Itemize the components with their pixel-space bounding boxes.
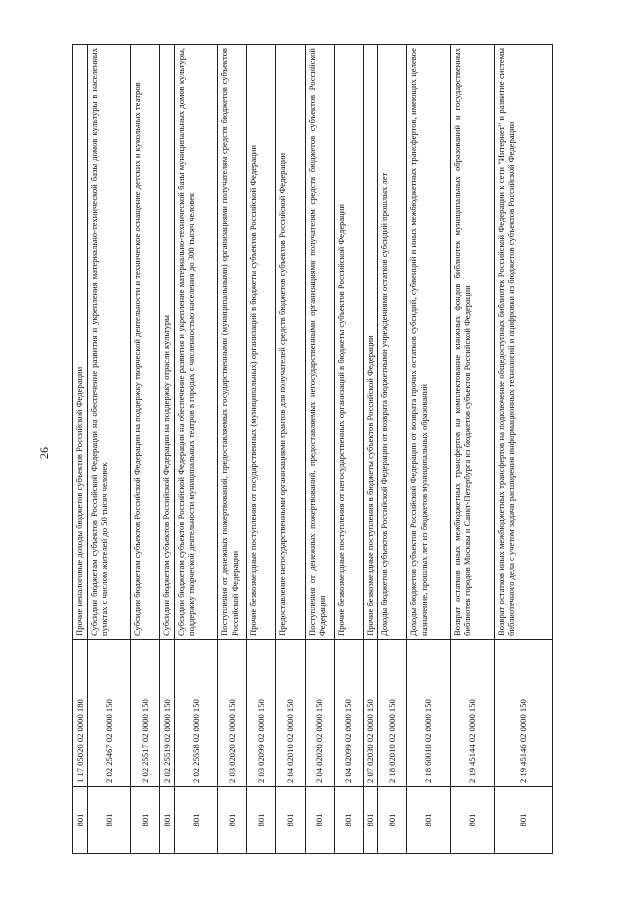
table-row — [363, 45, 378, 854]
table-row — [494, 45, 552, 854]
table-row — [174, 45, 218, 854]
revenue-code-cell: 2 19 45146 02 0000 150 — [494, 640, 552, 787]
admin-code-cell: 801 — [218, 787, 247, 854]
table-row — [378, 45, 407, 854]
revenue-code-cell: 2 02 25519 02 0000 150 — [160, 640, 175, 787]
admin-code-cell: 801 — [407, 787, 451, 854]
revenue-code-cell: 2 03 02020 02 0000 150 — [218, 640, 247, 787]
revenue-code-cell: 2 02 25558 02 0000 150 — [174, 640, 218, 787]
revenue-code-cell: 2 04 02099 02 0000 150 — [334, 640, 363, 787]
admin-code-cell: 801 — [160, 787, 175, 854]
table-row — [276, 45, 305, 854]
admin-code-cell: 801 — [378, 787, 407, 854]
revenue-name-cell: Поступления от денежных пожертвований, предоставляемых негосударственными организациями получателям средств бюджетов субъектов Российской Федерации — [305, 45, 334, 640]
revenue-code-cell: 2 18 02010 02 0000 150 — [378, 640, 407, 787]
admin-code-cell: 801 — [247, 787, 276, 854]
revenue-name-cell: Возврат остатков иных межбюджетных трансфертов на подключение общедоступных библиотек Российской Федерации к сети "Интернет" и развитие системы библиотечного дела с учетом задачи расширения информационных технологий и оцифровки из бюджетов субъектов Российской Федерации — [494, 45, 552, 640]
table-row — [305, 45, 334, 854]
revenue-codes-table — [72, 44, 553, 854]
admin-code-cell: 801 — [131, 787, 160, 854]
admin-code-cell: 801 — [305, 787, 334, 854]
table-row — [73, 45, 88, 854]
revenue-name-cell: Прочие безвозмездные поступления от негосударственных организаций в бюджеты субъектов Российской Федерации — [334, 45, 363, 640]
admin-code-cell: 801 — [450, 787, 494, 854]
revenue-code-cell: 2 18 60010 02 0000 150 — [407, 640, 451, 787]
revenue-code-cell: 2 04 02020 02 0000 150 — [305, 640, 334, 787]
revenue-code-cell: 2 19 45144 02 0000 150 — [450, 640, 494, 787]
admin-code-cell: 801 — [87, 787, 131, 854]
rotated-page-content — [72, 44, 552, 854]
admin-code-cell: 801 — [73, 787, 88, 854]
admin-code-cell: 801 — [334, 787, 363, 854]
revenue-code-cell: 2 04 02010 02 0000 150 — [276, 640, 305, 787]
admin-code-cell: 801 — [363, 787, 378, 854]
revenue-name-cell: Субсидии бюджетам субъектов Российской Федерации на поддержку отрасли культуры — [160, 45, 175, 640]
revenue-code-cell: 2 07 02030 02 0000 150 — [363, 640, 378, 787]
table-row — [218, 45, 247, 854]
revenue-name-cell: Доходы бюджетов субъектов Российской Федерации от возврата прочих остатков субсидий, субвенций и иных межбюджетных трансфертов, имеющих целевое назначение, прошлых лет из бюджетов муниципальных образований — [407, 45, 451, 640]
table-body — [73, 45, 553, 854]
admin-code-cell: 801 — [276, 787, 305, 854]
revenue-code-cell: 2 02 25517 02 0000 150 — [131, 640, 160, 787]
table-row — [160, 45, 175, 854]
revenue-name-cell: Субсидии бюджетам субъектов Российской Федерации на обеспечение развития и укрепление материально-технической базы муниципальных домов культуры, поддержку творческой деятельности муниципальных театров в городах с численностью населения до 300 тысяч человек — [174, 45, 218, 640]
revenue-name-cell: Субсидии бюджетам субъектов Российской Федерации на обеспечение развития и укрепления материально-технической базы домов культуры в населенных пунктах с числом жителей до 50 тысяч человек — [87, 45, 131, 640]
admin-code-cell: 801 — [174, 787, 218, 854]
revenue-name-cell: Субсидии бюджетам субъектов Российской Федерации на поддержку творческой деятельности и техническое оснащение детских и кукольных театров — [131, 45, 160, 640]
revenue-name-cell: Прочие безвозмездные поступления в бюджеты субъектов Российской Федерации — [363, 45, 378, 640]
revenue-code-cell: 2 02 25467 02 0000 150 — [87, 640, 131, 787]
revenue-name-cell: Предоставление негосударственными организациями грантов для получателей средств бюджетов субъектов Российской Федерации — [276, 45, 305, 640]
table-row — [450, 45, 494, 854]
page-number: 26 — [36, 447, 51, 459]
table-row — [334, 45, 363, 854]
revenue-code-cell: 2 03 02099 02 0000 150 — [247, 640, 276, 787]
revenue-name-cell: Доходы бюджетов субъектов Российской Федерации от возврата бюджетными учреждениями остатков субсидий прошлых лет — [378, 45, 407, 640]
revenue-name-cell: Возврат остатков иных межбюджетных трансфертов на комплектование книжных фондов библиотек муниципальных образований и государственных библиотек городов Москвы и Санкт-Петербурга из бюджетов субъектов Российской Федерации — [450, 45, 494, 640]
admin-code-cell: 801 — [494, 787, 552, 854]
revenue-name-cell: Прочие неналоговые доходы бюджетов субъектов Российской Федерации — [73, 45, 88, 640]
table-row — [87, 45, 131, 854]
table-row — [407, 45, 451, 854]
table-row — [131, 45, 160, 854]
revenue-name-cell: Поступления от денежных пожертвований, предоставляемых государственными (муниципальными) организациями получателям средств бюджетов субъектов Российской Федерации — [218, 45, 247, 640]
table-row — [247, 45, 276, 854]
revenue-name-cell: Прочие безвозмездные поступления от государственных (муниципальных) организаций в бюджеты субъектов Российской Федерации — [247, 45, 276, 640]
revenue-code-cell: 1 17 05020 02 0000 180 — [73, 640, 88, 787]
